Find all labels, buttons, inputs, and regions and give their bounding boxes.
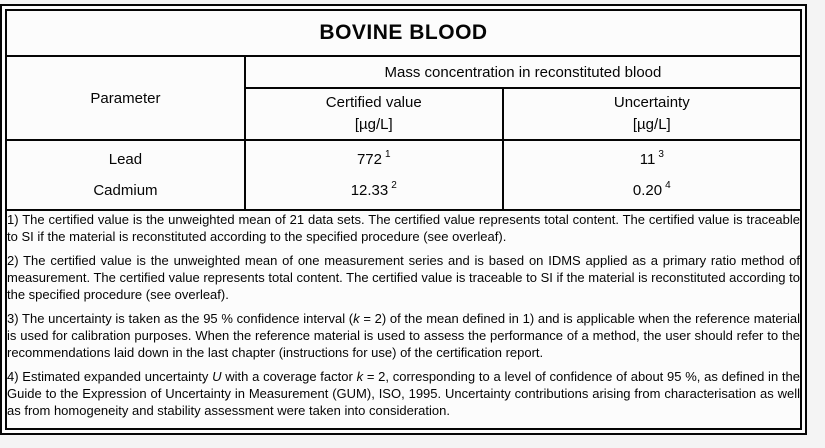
bovine-blood-table xyxy=(7,11,800,428)
parameter-name: Lead xyxy=(7,140,245,175)
uncertainty-label: Uncertainty xyxy=(613,94,690,112)
table-row-lead xyxy=(7,140,800,175)
certified-value-cell xyxy=(245,175,503,210)
document-title: BOVINE BLOOD xyxy=(7,11,800,56)
footnote-marker: 3 xyxy=(658,149,664,160)
footnote-marker: 1 xyxy=(384,149,391,160)
footnote-4: 4) Estimated expanded uncertainty U with a coverage factor k = 2, corresponding to a level of confidence of about 95 %, as defined in the Guide to the Expression of Uncertainty in Measurement (GUM), ISO, 1995. Uncertainty contributions arising from characterisation as well as from homogeneity and stability assessment were taken into consideration. xyxy=(7,369,800,418)
footnote-1: 1) The certified value is the unweighted mean of 21 data sets. The certified value represents total content. The certified value is traceable to SI if the material is reconstituted according to the specified procedure (see overleaf). xyxy=(7,212,800,244)
uncertainty-unit: [µg/L] xyxy=(632,116,671,133)
group-header-row xyxy=(7,56,800,88)
certified-value: 12.33 xyxy=(350,182,389,199)
column-header-uncertainty xyxy=(503,88,800,140)
certified-value: 772 xyxy=(356,151,382,168)
footnotes-row xyxy=(7,210,800,428)
certified-value-cell xyxy=(245,140,503,175)
table-row-cadmium xyxy=(7,175,800,210)
column-header-certified-value xyxy=(245,88,503,140)
footnote-marker: 4 xyxy=(665,180,671,191)
footnotes-section xyxy=(7,210,800,428)
footnote-marker: 2 xyxy=(391,180,397,191)
uncertainty-value: 0.20 xyxy=(632,182,663,199)
title-row xyxy=(7,11,800,56)
footnote-2: 2) The certified value is the unweighted mean of one measurement series and is based on IDMS applied as a primary ratio method of measurement. The certified value represents total content. The certified value is traceable to SI if the material is reconstituted according to the specified procedure (see overleaf). xyxy=(7,253,800,302)
uncertainty-cell xyxy=(503,140,800,175)
certified-value-unit: [µg/L] xyxy=(354,116,393,133)
uncertainty-value: 11 xyxy=(639,151,656,168)
uncertainty-cell xyxy=(503,175,800,210)
column-group-header: Mass concentration in reconstituted blood xyxy=(245,56,800,88)
certified-value-label: Certified value xyxy=(325,94,422,112)
parameter-name: Cadmium xyxy=(7,175,245,210)
footnote-3: 3) The uncertainty is taken as the 95 % confidence interval (k = 2) of the mean defined in 1) and is applicable when the reference material is used for calibration purposes. When the reference material is used to assess the performance of a method, the user should refer to the recommendations laid down in the last chapter (instructions for use) of the certification report. xyxy=(7,311,800,360)
column-header-parameter: Parameter xyxy=(7,56,245,140)
certificate-table xyxy=(0,4,807,435)
